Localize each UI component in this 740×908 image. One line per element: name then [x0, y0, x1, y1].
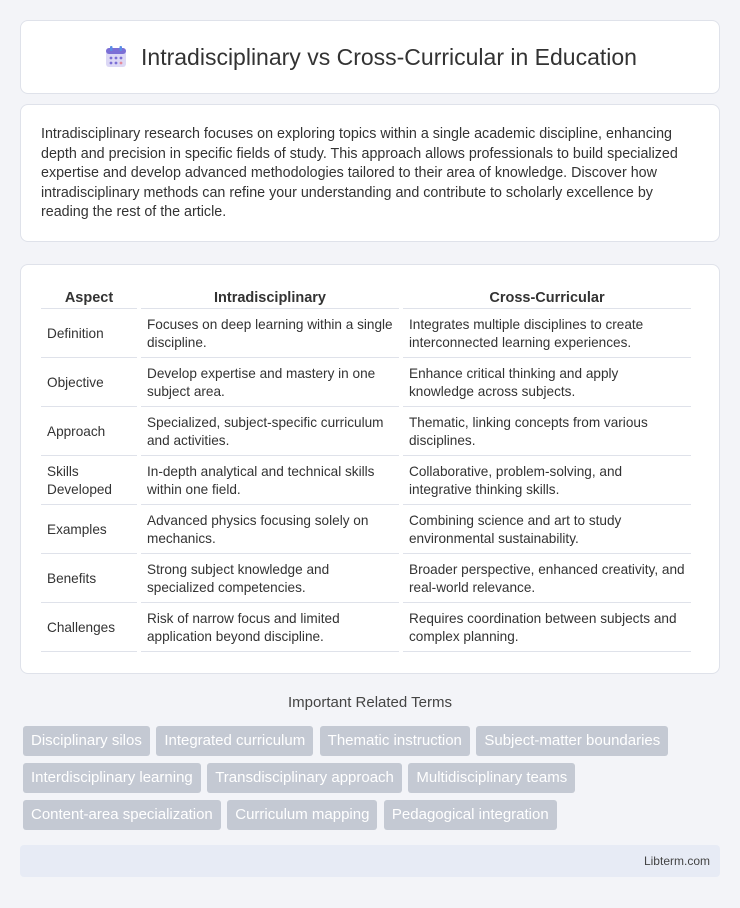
row-intradisciplinary: Advanced physics focusing solely on mechanics.	[141, 505, 399, 554]
row-cross-curricular: Combining science and art to study environmental sustainability.	[403, 505, 691, 554]
row-cross-curricular: Requires coordination between subjects and complex planning.	[403, 603, 691, 652]
table-header-row	[41, 287, 691, 309]
related-term-tag[interactable]: Interdisciplinary learning	[23, 763, 201, 793]
row-intradisciplinary: Focuses on deep learning within a single discipline.	[141, 309, 399, 358]
row-aspect: Challenges	[41, 603, 137, 652]
row-cross-curricular: Thematic, linking concepts from various disciplines.	[403, 407, 691, 456]
row-intradisciplinary: Develop expertise and mastery in one subject area.	[141, 358, 399, 407]
related-term-tag[interactable]: Pedagogical integration	[384, 800, 557, 830]
page-title: Intradisciplinary vs Cross-Curricular in Education	[141, 43, 637, 70]
row-intradisciplinary: In-depth analytical and technical skills within one field.	[141, 456, 399, 505]
comparison-table	[37, 287, 695, 652]
related-term-tag[interactable]: Curriculum mapping	[227, 800, 377, 830]
footer-site-link[interactable]: Libterm.com	[643, 854, 710, 868]
header-aspect: Aspect	[41, 287, 137, 309]
calendar-icon	[103, 44, 129, 70]
intro-card	[20, 104, 720, 242]
row-cross-curricular: Enhance critical thinking and apply knowledge across subjects.	[403, 358, 691, 407]
table-row	[41, 358, 691, 407]
intro-text: Intradisciplinary research focuses on exploring topics within a single academic discipline, enhancing depth and precision in specific fields of study. This approach allows professionals to build specialized expertise and develop advanced methodologies tailored to their area of knowledge. Discover how intradisciplinary methods can refine your understanding and contribute to scholarly excellence by reading the rest of the article.	[41, 126, 678, 221]
table-row	[41, 603, 691, 652]
related-term-tag[interactable]: Content-area specialization	[23, 800, 221, 830]
table-row	[41, 407, 691, 456]
title-card	[20, 20, 720, 94]
table-row	[41, 554, 691, 603]
row-aspect: Approach	[41, 407, 137, 456]
row-cross-curricular: Collaborative, problem-solving, and integrative thinking skills.	[403, 456, 691, 505]
row-aspect: Definition	[41, 309, 137, 358]
row-aspect: Skills Developed	[41, 456, 137, 505]
header-cross-curricular: Cross-Curricular	[403, 287, 691, 309]
table-row	[41, 456, 691, 505]
row-aspect: Examples	[41, 505, 137, 554]
footer	[20, 845, 720, 877]
comparison-table-card	[20, 264, 720, 674]
related-term-tag[interactable]: Transdisciplinary approach	[207, 763, 402, 793]
row-intradisciplinary: Specialized, subject-specific curriculum and activities.	[141, 407, 399, 456]
related-term-tag[interactable]: Multidisciplinary teams	[408, 763, 575, 793]
related-terms-list	[23, 726, 723, 837]
related-term-tag[interactable]: Integrated curriculum	[156, 726, 313, 756]
row-aspect: Objective	[41, 358, 137, 407]
related-terms-title: Important Related Terms	[288, 694, 452, 711]
related-term-tag[interactable]: Disciplinary silos	[23, 726, 150, 756]
header-intradisciplinary: Intradisciplinary	[141, 287, 399, 309]
table-row	[41, 309, 691, 358]
related-term-tag[interactable]: Subject-matter boundaries	[476, 726, 668, 756]
related-term-tag[interactable]: Thematic instruction	[320, 726, 470, 756]
row-intradisciplinary: Strong subject knowledge and specialized competencies.	[141, 554, 399, 603]
row-aspect: Benefits	[41, 554, 137, 603]
row-cross-curricular: Integrates multiple disciplines to create interconnected learning experiences.	[403, 309, 691, 358]
row-intradisciplinary: Risk of narrow focus and limited application beyond discipline.	[141, 603, 399, 652]
table-row	[41, 505, 691, 554]
row-cross-curricular: Broader perspective, enhanced creativity, and real-world relevance.	[403, 554, 691, 603]
